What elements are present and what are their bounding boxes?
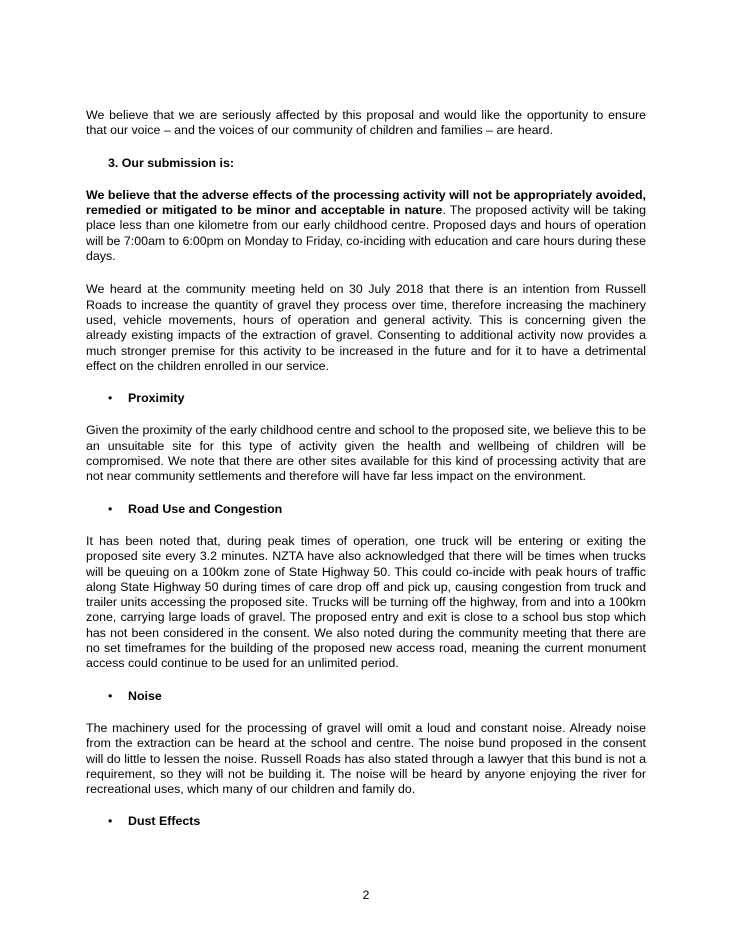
road-use-heading: [86, 502, 646, 517]
proximity-paragraph: Given the proximity of the early childhood centre and school to the proposed site, we believe this to be an unsuitable site for this type of activity given the health and wellbeing of children will be compromised. We note that there are other sites available for this kind of processing activity that are not near community settlements and therefore will have far less impact on the environment.: [86, 423, 646, 484]
proximity-heading-label: Proximity: [128, 391, 185, 406]
document-body: [86, 108, 646, 830]
bullet-icon: •: [108, 501, 113, 516]
submission-paragraph-1: [86, 188, 646, 264]
dust-effects-heading: [86, 814, 646, 829]
submission-paragraph-2: We heard at the community meeting held on 30 July 2018 that there is an intention from Russell Roads to increase the quantity of gravel they process over time, therefore increasing the machinery used, vehicle movements, hours of operation and general activity. This is concerning given the already existing impacts of the extraction of gravel. Consenting to additional activity now provides a much stronger premise for this activity to be increased in the future and for it to have a detrimental effect on the children enrolled in our service.: [86, 282, 646, 373]
bullet-icon: •: [108, 688, 113, 703]
bullet-icon: •: [108, 814, 113, 829]
submission-paragraph-1-rest: . The proposed activity will be taking place less than one kilometre from our early childhood centre. Proposed days and hours of operation will be 7:00am to 6:00pm on Monday to Friday, co-inciding with education and care hours during these days.: [86, 203, 646, 264]
page-number: 2: [362, 888, 370, 902]
noise-heading-label: Noise: [128, 688, 162, 703]
road-use-paragraph: It has been noted that, during peak times of operation, one truck will be entering or exiting the proposed site every 3.2 minutes. NZTA have also acknowledged that there will be times when trucks will be queuing on a 100km zone of State Highway 50. This could co-incide with peak hours of traffic along State Highway 50 during times of care drop off and pick up, causing congestion from truck and trailer units accessing the proposed site. Trucks will be turning off the highway, from and into a 100km zone, carrying large loads of gravel. The proposed entry and exit is close to a school bus stop which has not been considered in the consent. We also noted during the community meeting that there are no set timeframes for the building of the proposed new access road, meaning the current monument access could continue to be used for an unlimited period.: [86, 533, 646, 671]
noise-paragraph: The machinery used for the processing of gravel will omit a loud and constant noise. Already noise from the extraction can be heard at the school and centre. The noise bund proposed in the consent will do little to lessen the noise. Russell Roads has also stated through a lawyer that this bund is not a requirement, so they will not be building it. The noise will be heard by anyone enjoying the river for recreational uses, which many of our children and family do.: [86, 720, 646, 797]
intro-paragraph: We believe that we are seriously affected by this proposal and would like the opportunity to ensure that our voice – and the voices of our community of children and families – are heard.: [86, 108, 646, 138]
proximity-heading: [86, 391, 646, 406]
submission-bold-statement: We believe that the adverse effects of the processing activity will not be appropriately avoided, remedied or mitigated to be minor and acceptable in nature: [86, 187, 646, 218]
dust-effects-heading-label: Dust Effects: [128, 814, 201, 829]
road-use-heading-label: Road Use and Congestion: [128, 501, 283, 516]
noise-heading: [86, 689, 646, 704]
section-3-heading: 3. Our submission is:: [108, 155, 234, 170]
bullet-icon: •: [108, 391, 113, 406]
